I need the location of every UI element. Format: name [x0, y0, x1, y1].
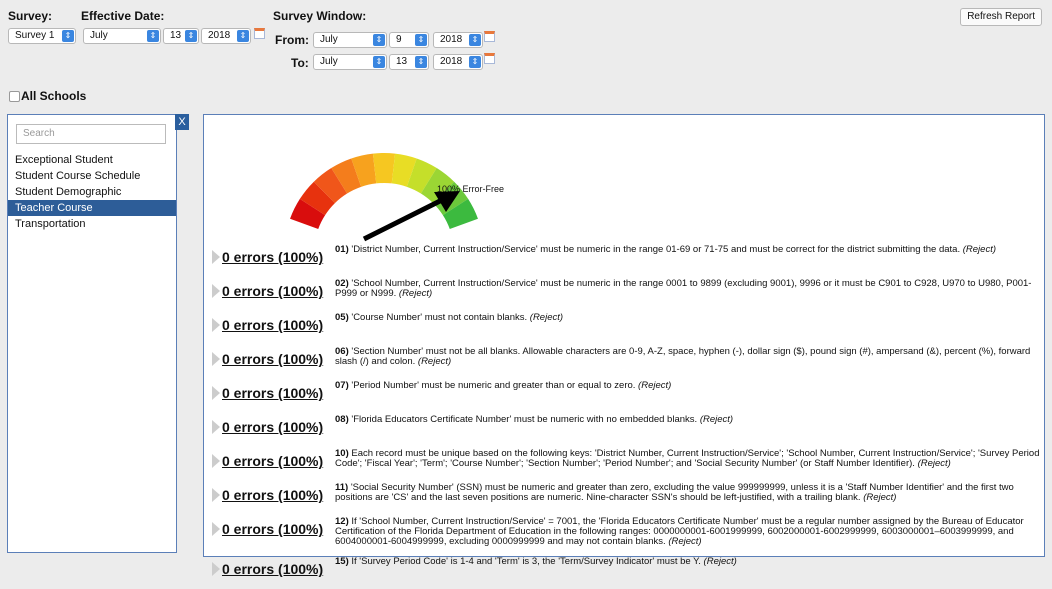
- rule-reject: (Reject): [417, 356, 452, 367]
- to-day-select[interactable]: [389, 54, 429, 70]
- rule-row: [212, 447, 1040, 473]
- expand-triangle-icon[interactable]: [212, 352, 220, 366]
- rule-text: [335, 413, 1040, 425]
- search-input[interactable]: Search: [16, 124, 166, 144]
- rule-reject: (Reject): [668, 536, 702, 547]
- from-month-value: July: [320, 34, 338, 45]
- rule-text: [335, 447, 1040, 469]
- rule-text: [335, 243, 1040, 255]
- chevron-updown-icon: ⇕: [237, 30, 249, 42]
- to-month-select[interactable]: [313, 54, 387, 70]
- effective-month-select[interactable]: [83, 28, 161, 44]
- gauge-needle: [364, 199, 444, 239]
- effective-day-value: 13: [170, 30, 182, 41]
- rule-description: 'Section Number' must not be all blanks. Allowable characters are 0-9, A-Z, space, hyphen (-), dollar sign ($), pound sign (#), ampersand (&), percent (%), forward slash (/) and colon.: [335, 346, 1031, 367]
- rule-description: If 'School Number, Current Instruction/Service' = 7001, the 'Florida Educators Certificate Number' must be a regular number assigned by the Bureau of Educator Certification of the Florida Department of Education in the following ranges: 0000000001-6001999999, 6002000001-6002999999, 6003000001–6003999999, and 6004000001-6004999999, excluding 0000999999 and may not contain blanks.: [335, 516, 1024, 547]
- sidebar-item[interactable]: Exceptional Student: [15, 154, 113, 166]
- rule-row: [212, 311, 1040, 337]
- from-day-value: 9: [396, 34, 402, 45]
- error-count-link[interactable]: 0 errors (100%): [222, 561, 324, 577]
- rules-list: [212, 243, 1040, 589]
- expand-triangle-icon[interactable]: [212, 284, 220, 298]
- error-count-link[interactable]: 0 errors (100%): [222, 249, 324, 265]
- chevron-updown-icon: ⇕: [373, 56, 385, 68]
- rule-number: 06): [335, 346, 349, 357]
- expand-triangle-icon[interactable]: [212, 386, 220, 400]
- gauge-chart: [274, 135, 534, 255]
- rule-reject: (Reject): [962, 244, 997, 255]
- rule-description: Each record must be unique based on the following keys: 'District Number, Current Instruction/Service'; 'School Number, Current Instruction/Service'; 'Survey Period Code'; 'Fiscal Year'; 'Term'; 'Course Number'; 'Section Number'; 'Period Number'; and 'Social Security Number' (or Staff Number Identifier).: [335, 448, 1040, 469]
- survey-label: Survey:: [8, 9, 53, 23]
- expand-triangle-icon[interactable]: [212, 318, 220, 332]
- rule-description: 'Social Security Number' (SSN) must be numeric and greater than zero, excluding the value 999999999, unless it is a 'Staff Number Identifier' and the first two positions are 'CS' and the last seven positions are numeric. Nine-character SSN's should be left-justified, with a trailing blank.: [335, 482, 1014, 503]
- rule-text: [335, 515, 1040, 547]
- chevron-updown-icon: ⇕: [469, 56, 481, 68]
- close-sidebar-button[interactable]: X: [175, 114, 189, 130]
- rule-row: [212, 277, 1040, 303]
- rule-reject: (Reject): [638, 380, 672, 391]
- error-count-link[interactable]: 0 errors (100%): [222, 385, 324, 401]
- error-count-link[interactable]: 0 errors (100%): [222, 351, 324, 367]
- to-year-value: 2018: [440, 56, 463, 67]
- survey-select[interactable]: [8, 28, 76, 44]
- rule-number: 11): [335, 482, 349, 493]
- from-day-select[interactable]: [389, 32, 429, 48]
- rule-row: [212, 555, 1040, 581]
- rule-reject: (Reject): [529, 312, 564, 323]
- rule-description: 'School Number, Current Instruction/Service' must be numeric in the range 0001 to 9899 (excluding 9001), 9996 or it must be C901 to C928, U970 to U980, P001-P999 or N999.: [335, 278, 1032, 299]
- chevron-updown-icon: ⇕: [415, 34, 427, 46]
- rule-row: [212, 481, 1040, 507]
- gauge-segment: [373, 153, 395, 183]
- rule-description: 'District Number, Current Instruction/Service' must be numeric in the range 01-69 or 71-75 and must be correct for the district submitting the data.: [351, 244, 961, 255]
- expand-triangle-icon[interactable]: [212, 420, 220, 434]
- all-schools-label: All Schools: [21, 89, 87, 103]
- sidebar-item[interactable]: Teacher Course: [8, 200, 176, 216]
- gauge-caption: 100% Error-Free: [437, 184, 505, 194]
- rule-text: [335, 277, 1040, 299]
- error-count-link[interactable]: 0 errors (100%): [222, 419, 324, 435]
- rule-number: 01): [335, 244, 349, 255]
- rule-row: [212, 413, 1040, 439]
- report-panel: [203, 114, 1045, 577]
- rule-number: 10): [335, 448, 349, 459]
- calendar-icon[interactable]: [484, 53, 495, 64]
- expand-triangle-icon[interactable]: [212, 250, 220, 264]
- refresh-report-button[interactable]: Refresh Report: [960, 8, 1042, 26]
- survey-window-label: Survey Window:: [273, 9, 367, 23]
- error-count-link[interactable]: 0 errors (100%): [222, 283, 324, 299]
- rule-number: 02): [335, 278, 349, 289]
- to-year-select[interactable]: [433, 54, 483, 70]
- rule-row: [212, 345, 1040, 371]
- from-year-select[interactable]: [433, 32, 483, 48]
- all-schools-checkbox[interactable]: [9, 91, 20, 102]
- rule-reject: (Reject): [699, 414, 734, 425]
- rule-number: 12): [335, 516, 349, 527]
- sidebar-list: [8, 152, 176, 232]
- effective-day-select[interactable]: [163, 28, 199, 44]
- error-count-link[interactable]: 0 errors (100%): [222, 487, 324, 503]
- expand-triangle-icon[interactable]: [212, 488, 220, 502]
- rule-number: 08): [335, 414, 349, 425]
- to-label: To:: [291, 56, 309, 70]
- effective-month-value: July: [90, 30, 108, 41]
- rule-number: 07): [335, 380, 349, 391]
- sidebar: [7, 114, 177, 553]
- sidebar-item[interactable]: Student Course Schedule: [15, 170, 141, 182]
- rule-row: [212, 379, 1040, 405]
- rule-number: 05): [335, 312, 349, 323]
- calendar-icon[interactable]: [484, 31, 495, 42]
- effective-year-value: 2018: [208, 30, 231, 41]
- expand-triangle-icon[interactable]: [212, 522, 220, 536]
- chevron-updown-icon: ⇕: [147, 30, 159, 42]
- rule-reject: (Reject): [398, 288, 433, 299]
- rule-number: 15): [335, 556, 349, 567]
- chevron-updown-icon: ⇕: [185, 30, 197, 42]
- rule-description: 'Course Number' must not contain blanks.: [351, 312, 528, 323]
- rule-text: [335, 481, 1040, 503]
- sidebar-item[interactable]: Transportation: [15, 218, 86, 230]
- rule-reject: (Reject): [863, 492, 897, 503]
- rule-text: [335, 345, 1040, 367]
- survey-select-value: Survey 1: [15, 30, 55, 41]
- rule-description: 'Period Number' must be numeric and greater than or equal to zero.: [351, 380, 636, 391]
- effective-year-select[interactable]: [201, 28, 251, 44]
- calendar-icon[interactable]: [254, 28, 265, 39]
- rule-reject: (Reject): [703, 556, 737, 567]
- rule-reject: (Reject): [917, 458, 951, 469]
- rule-row: [212, 243, 1040, 269]
- chevron-updown-icon: ⇕: [415, 56, 427, 68]
- rule-row: [212, 515, 1040, 547]
- chevron-updown-icon: ⇕: [62, 30, 74, 42]
- expand-triangle-icon[interactable]: [212, 562, 220, 576]
- error-count-link[interactable]: 0 errors (100%): [222, 521, 324, 537]
- from-year-value: 2018: [440, 34, 463, 45]
- from-month-select[interactable]: [313, 32, 387, 48]
- rule-text: [335, 555, 1040, 567]
- from-label: From:: [275, 33, 309, 47]
- to-month-value: July: [320, 56, 338, 67]
- chevron-updown-icon: ⇕: [469, 34, 481, 46]
- error-count-link[interactable]: 0 errors (100%): [222, 317, 324, 333]
- rule-text: [335, 379, 1040, 391]
- error-count-link[interactable]: 0 errors (100%): [222, 453, 324, 469]
- rule-text: [335, 311, 1040, 323]
- sidebar-item[interactable]: Student Demographic: [15, 186, 122, 198]
- expand-triangle-icon[interactable]: [212, 454, 220, 468]
- to-day-value: 13: [396, 56, 408, 67]
- chevron-updown-icon: ⇕: [373, 34, 385, 46]
- rule-description: If 'Survey Period Code' is 1-4 and 'Term' is 3, the 'Term/Survey Indicator' must be Y.: [351, 556, 701, 567]
- effective-date-label: Effective Date:: [81, 9, 165, 23]
- rule-description: 'Florida Educators Certificate Number' must be numeric with no embedded blanks.: [351, 414, 698, 425]
